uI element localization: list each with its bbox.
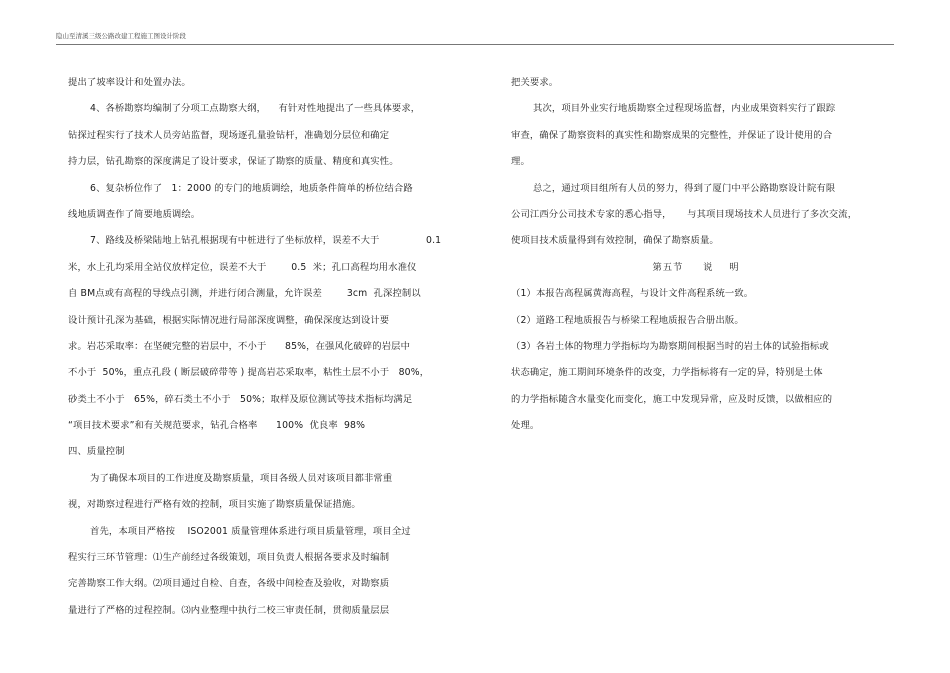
text-line <box>68 545 438 571</box>
text-line <box>511 123 881 149</box>
text-line <box>68 466 438 492</box>
text-line <box>68 334 438 360</box>
text-line-content: 自 BM点或有高程的导线点引测，并进行闭合测量，允许误差 3cm 孔深控制以 <box>68 288 421 300</box>
text-line-content: 总之，通过项目组所有人员的努力，得到了厦门中平公路勘察设计院有限 <box>533 182 836 194</box>
text-line <box>68 519 438 545</box>
text-line-content: （1）本报告高程属黄海高程，与设计文件高程系统一致。 <box>511 288 754 300</box>
text-line <box>511 387 881 413</box>
header-divider <box>56 44 894 45</box>
text-line <box>511 281 881 307</box>
text-line-content: 把关要求。 <box>511 77 559 88</box>
text-line-content: 线地质调查作了简要地质调绘。 <box>68 208 201 220</box>
text-line-content: 审查，确保了勘察资料的真实性和勘察成果的完整性，并保证了设计使用的合 <box>511 129 833 141</box>
text-line <box>68 571 438 597</box>
text-line-content: 设计预计孔深为基础，根据实际情况进行局部深度调整，确保深度达到设计要 <box>68 314 390 326</box>
text-line <box>68 598 438 624</box>
text-line-content: 量进行了严格的过程控制。⑶内业整理中执行二校三审责任制，贯彻质量层层 <box>68 604 390 616</box>
text-line <box>68 308 438 334</box>
text-line-content: 6、复杂桥位作了 1：2000 的专门的地质调绘，地质条件简单的桥位结合路 <box>90 182 413 194</box>
text-line <box>511 413 881 439</box>
text-line <box>68 176 438 202</box>
text-line-content: 钻探过程实行了技术人员旁站监督，现场逐孔量验钻杆，准确划分层位和确定 <box>68 129 390 141</box>
text-line <box>511 202 881 228</box>
text-line-content: （2）道路工程地质报告与桥梁工程地质报告合册出版。 <box>511 314 744 326</box>
text-line-content: 程实行三环节管理：⑴生产前经过各级策划，项目负责人根据各要求及时编制 <box>68 552 390 564</box>
text-line-content: 首先，本项目严格按 ISO2001 质量管理体系进行项目质量管理，项目全过 <box>90 525 411 537</box>
text-line <box>511 308 881 334</box>
text-line-content: 第五节 说 明 <box>652 261 740 273</box>
text-line-content: 四、质量控制 <box>68 446 125 458</box>
text-line-content: 完善勘察工作大纲。⑵项目通过自检、自查，各级中间检查及验收，对勘察质 <box>68 578 390 590</box>
text-line-content: 不小于 50%，重点孔段 ( 断层破碎带等 ) 提高岩芯采取率，粘性土层不小于 80%， <box>68 367 430 379</box>
text-line <box>511 70 881 96</box>
text-line-content: 米，水上孔均采用全站仪放样定位，误差不大于 0.5 米；孔口高程均用水准仪 <box>68 261 417 273</box>
text-line <box>68 413 438 439</box>
text-line-content: 视，对勘察过程进行严格有效的控制，项目实施了勘察质量保证措施。 <box>68 499 361 511</box>
text-line <box>68 387 438 413</box>
text-line-end-value: 0.1 <box>426 235 442 247</box>
text-line <box>68 149 438 175</box>
text-line-content: “项目技术要求”和有关规范要求，钻孔合格率 100% 优良率 98% <box>68 420 366 432</box>
text-line-content: 状态确定，施工期间环境条件的改变，力学指标将有一定的异，特别是土体 <box>511 367 823 379</box>
text-line-content: （3）各岩土体的物理力学指标均为勘察期间根据当时的岩土体的试验指标或 <box>511 340 829 352</box>
text-line <box>68 70 438 96</box>
text-line <box>68 439 438 465</box>
text-line <box>68 96 438 122</box>
text-line <box>68 281 438 307</box>
text-line <box>68 228 442 254</box>
text-line-content: 求。岩芯采取率：在坚硬完整的岩层中，不小于 85%，在强风化破碎的岩层中 <box>68 340 411 352</box>
text-line-content: 的力学指标随含水量变化而变化，施工中发现异常，应及时反馈，以做相应的 <box>511 393 833 405</box>
right-text-column <box>511 70 881 439</box>
text-line <box>511 149 881 175</box>
page-header-title: 隐山至清溪三级公路改建工程施工图设计阶段 <box>56 32 186 40</box>
text-line-content: 砂类土不小于 65%，碎石类土不小于 50%；取样及原位测试等技术指标均满足 <box>68 393 413 405</box>
text-line-content: 提出了坡率设计和处置办法。 <box>68 77 191 88</box>
text-line <box>68 123 438 149</box>
text-line-content: 公司江西分公司技术专家的悉心指导， 与其项目现场技术人员进行了多次交流， <box>511 208 858 220</box>
text-line <box>511 334 881 360</box>
text-line <box>511 176 881 202</box>
text-line <box>68 202 438 228</box>
left-text-column <box>68 70 442 624</box>
text-line-content: 7、路线及桥梁陆地上钻孔根据现有中桩进行了坐标放样，误差不大于 <box>90 235 380 247</box>
text-line <box>511 228 881 254</box>
text-line <box>68 255 438 281</box>
text-line-content: 其次，项目外业实行地质勘察全过程现场监督，内业成果资料实行了跟踪 <box>533 103 836 115</box>
text-line <box>68 360 438 386</box>
text-line-content: 理。 <box>511 156 530 168</box>
text-line-content: 为了确保本项目的工作进度及勘察质量，项目各级人员对该项目都非常重 <box>90 472 393 484</box>
text-line <box>68 492 438 518</box>
section-heading <box>511 255 881 281</box>
text-line <box>511 360 881 386</box>
text-line-content: 持力层，钻孔勘察的深度满足了设计要求，保证了勘察的质量、精度和真实性。 <box>68 156 399 168</box>
text-line-content: 处理。 <box>511 420 540 432</box>
text-line-content: 4、各桥勘察均编制了分项工点勘察大纲， 有针对性地提出了一些具体要求， <box>90 103 421 115</box>
text-line-content: 使项目技术质量得到有效控制，确保了勘察质量。 <box>511 235 719 247</box>
text-line <box>511 96 881 122</box>
